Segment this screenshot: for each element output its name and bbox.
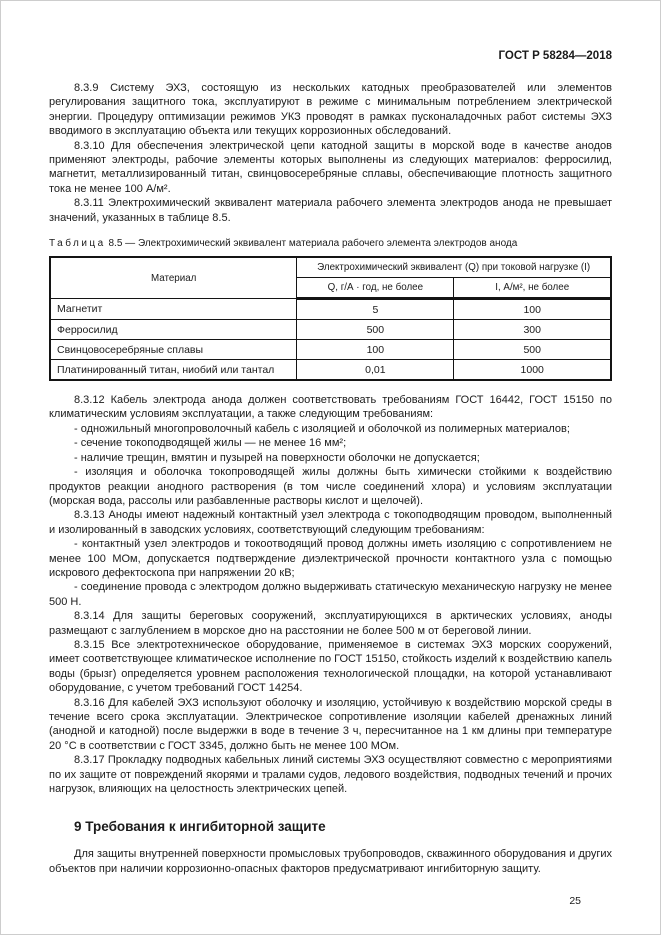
table-caption-text: 8.5 — Электрохимический эквивалент материала рабочего элемента электродов анода	[108, 238, 518, 250]
table-row	[50, 360, 611, 381]
paragraph-8-3-17: 8.3.17 Прокладку подводных кабельных линий системы ЭХЗ осуществляют совместно с мероприятиями по их защите от повреждений якорями и тралами судов, ледового воздействия, подводных течений и прочих нагрузок, влияющих на целостность электрических цепей.	[49, 754, 612, 796]
list-item-wire-joint: - соединение провода с электродом должно выдерживать статическую механическую нагрузку не менее 500 Н.	[49, 581, 612, 608]
list-item-cable-surface: - наличие трещин, вмятин и пузырей на поверхности оболочки не допускается;	[74, 451, 480, 464]
table-row	[50, 299, 611, 320]
document-code-header: ГОСТ Р 58284—2018	[498, 50, 612, 62]
table-header-q: Q, г/А · год, не более	[297, 278, 454, 299]
table-caption-label: Таблица	[49, 238, 106, 250]
paragraph-8-3-16: 8.3.16 Для кабелей ЭХЗ используют оболочку и изоляцию, устойчивую к воздействию морской среды в течение всего срока эксплуатации. Электрическое сопротивление изоляции кабелей дренажных линий (анодной и катодной) после выдержки в воде в течение 3 ч, пересчитанное на 1 км длины при температуре 20 °С в соответствии с ГОСТ 3345, должно быть не менее 100 МОм.	[49, 696, 612, 752]
table-row	[50, 320, 611, 340]
section-9-heading: 9 Требования к ингибиторной защите	[74, 819, 326, 835]
cell-q: 5	[297, 299, 454, 320]
cell-i: 100	[454, 299, 611, 320]
cell-q: 500	[297, 320, 454, 340]
table-caption	[49, 238, 612, 249]
table-8-5	[49, 256, 612, 381]
list-item-cable-type: - одножильный многопроволочный кабель с изоляцией и оболочкой из полимерных материалов;	[74, 422, 570, 435]
cell-material: Ферросилид	[50, 320, 297, 340]
section-8-continued	[49, 393, 612, 796]
cell-q: 0,01	[297, 360, 454, 381]
cell-i: 300	[454, 320, 611, 340]
paragraph-8-3-10: 8.3.10 Для обеспечения электрической цепи катодной защиты в морской воде в качестве анодов применяют электроды, рабочие элементы которых выполнены из следующих материалов: ферросилид, магнетит, металлизированный титан, свинцовосеребряные сплавы, обеспечивающие плотность защитного тока не менее 100 А/м².	[49, 139, 612, 195]
page-number: 25	[569, 895, 581, 908]
paragraph-8-3-15: 8.3.15 Все электротехническое оборудование, применяемое в системах ЭХЗ морских сооружений, имеет соответствующее климатическое исполнение по ГОСТ 15150, стойкость изделий к воздействию капель воды (брызг) определяется уровнем расположения технологической площадки, на которой устанавливают оборудование, с учетом требований ГОСТ 14254.	[49, 638, 612, 695]
paragraph-8-3-11: 8.3.11 Электрохимический эквивалент материала рабочего элемента электродов анода не превышает значений, указанных в таблице 8.5.	[49, 197, 612, 224]
table-header-group: Электрохимический эквивалент (Q) при токовой нагрузке (I)	[297, 257, 611, 278]
paragraph-8-3-13: 8.3.13 Аноды имеют надежный контактный узел электрода с токоподводящим проводом, выполненный и изолированный в заводских условиях, соответствующий следующим требованиям:	[49, 509, 612, 536]
cell-i: 1000	[454, 360, 611, 381]
paragraph-8-3-12: 8.3.12 Кабель электрода анода должен соответствовать требованиям ГОСТ 16442, ГОСТ 15150 по климатическим условиям эксплуатации, а также следующим требованиям:	[49, 394, 612, 421]
list-item-contact-node: - контактный узел электродов и токоотводящий провод должны иметь изоляцию с сопротивлением не менее 100 МОм, допускается подтверждение диэлектрической прочности контактного узла с помощью искрового дефектоскопа при напряжении 20 кВ;	[49, 538, 612, 579]
cell-q: 100	[297, 340, 454, 360]
list-item-cable-section: - сечение токоподводящей жилы — не менее 16 мм²;	[74, 437, 347, 450]
cell-material: Магнетит	[50, 299, 297, 320]
paragraph-8-3-14: 8.3.14 Для защиты береговых сооружений, эксплуатирующихся в арктических условиях, аноды размещают с заглублением в морское дно на расстоянии не более 500 м от береговой линии.	[49, 610, 612, 637]
list-item-cable-chem: - изоляция и оболочка токопроводящей жилы должны быть химически стойкими к воздействию продуктов реакции анодного растворения (в том числе соединений хлора) и условиям эксплуатации (морская вода, рассолы или разбавленные растворы кислот и щелочей).	[49, 466, 612, 507]
paragraph-section-9-intro: Для защиты внутренней поверхности промысловых трубопроводов, скважинного оборудования и других объектов при наличии коррозионно-опасных факторов предусматривают ингибиторную защиту.	[49, 848, 612, 875]
table-header-material: Материал	[50, 257, 297, 299]
table-header-i: I, А/м², не более	[454, 278, 611, 299]
table-header-row-1	[50, 257, 611, 278]
cell-i: 500	[454, 340, 611, 360]
cell-material: Платинированный титан, ниобий или тантал	[50, 360, 297, 381]
paragraph-8-3-9: 8.3.9 Систему ЭХЗ, состоящую из нескольких катодных преобразователей или элементов регулирования защитного тока, эксплуатируют в режиме с минимальным потреблением электрической энергии. Процедуру оптимизации режимов УКЗ проводят в рамках пусконаладочных работ системы ЭХЗ вводимого в эксплуатацию объекта или текущих коррозионных обследований.	[49, 82, 612, 138]
table-row	[50, 340, 611, 360]
cell-material: Свинцовосеребряные сплавы	[50, 340, 297, 360]
